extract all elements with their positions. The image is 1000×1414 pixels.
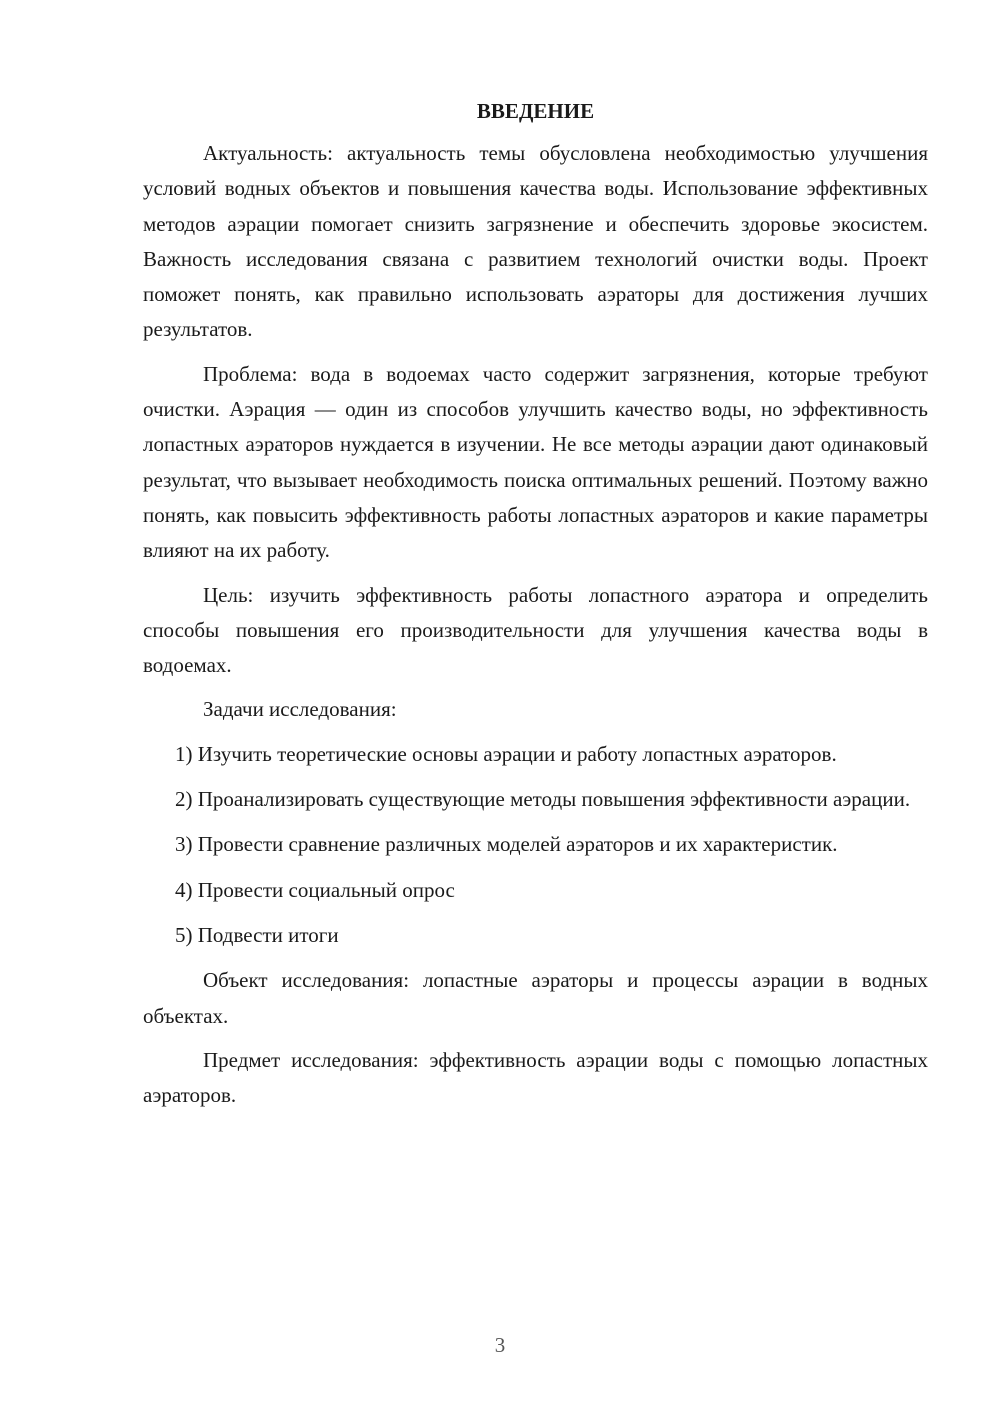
paragraph-goal: Цель: изучить эффективность работы лопастного аэратора и определить способы повышения его производительности для улучшения качества воды в водоемах.	[143, 582, 928, 678]
page-title: ВВЕДЕНИЕ	[476, 99, 595, 123]
page-number: 3	[494, 1333, 506, 1357]
paragraph-subject: Предмет исследования: эффективность аэрации воды с помощью лопастных аэраторов.	[143, 1047, 928, 1108]
paragraph-relevance: Актуальность: актуальность темы обусловлена необходимостью улучшения условий водных объектов и повышения качества воды. Использование эффективных методов аэрации помогает снизить загрязнение и обеспечить здоровье экосистем. Важность исследования связана с развитием технологий очистки воды. Проект поможет понять, как правильно использовать аэраторы для достижения лучших результатов.	[143, 141, 928, 342]
task-item-5: 5) Подвести итоги	[175, 922, 339, 947]
task-item-2: 2) Проанализировать существующие методы повышения эффективности аэрации.	[175, 787, 911, 812]
task-item-1: 1) Изучить теоретические основы аэрации и работу лопастных аэраторов.	[175, 741, 837, 766]
tasks-heading: Задачи исследования:	[203, 697, 397, 722]
document-page	[143, 96, 928, 1122]
paragraph-object: Объект исследования: лопастные аэраторы и процессы аэрации в водных объектах.	[143, 968, 928, 1028]
paragraph-problem: Проблема: вода в водоемах часто содержит загрязнения, которые требуют очистки. Аэрация — один из способов улучшить качество воды, но эффективность лопастных аэраторов нуждается в изучении. Не все методы аэрации дают одинаковый результат, что вызывает необходимость поиска оптимальных решений. Поэтому важно понять, как повысить эффективность работы лопастных аэраторов и какие параметры влияют на их работу.	[143, 361, 928, 563]
task-item-3: 3) Провести сравнение различных моделей аэраторов и их характеристик.	[175, 832, 838, 857]
task-item-4: 4) Провести социальный опрос	[175, 877, 455, 902]
